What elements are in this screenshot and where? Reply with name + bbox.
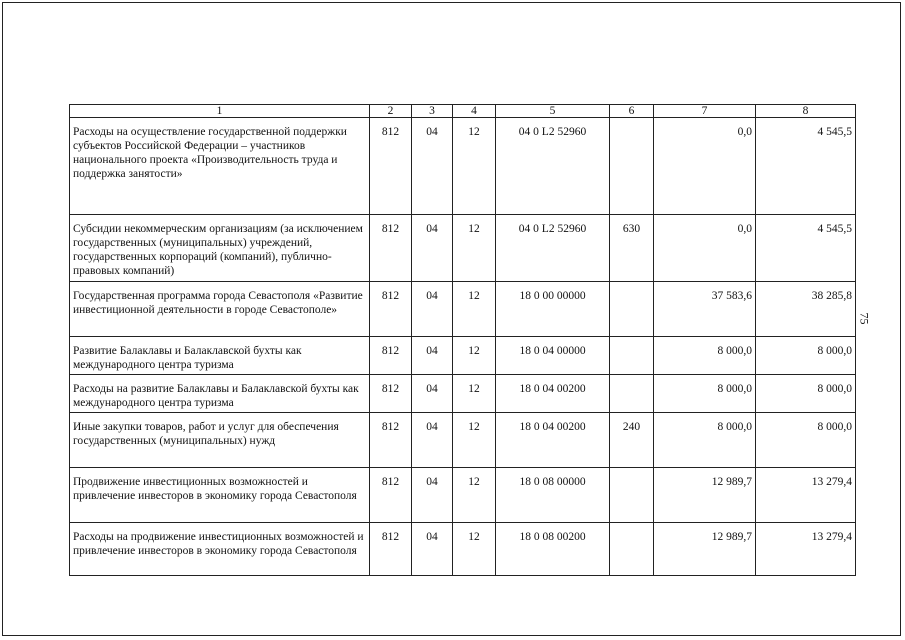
row-csr: 18 0 08 00200 [496,523,610,576]
row-rz: 04 [412,118,453,215]
row-vr: 240 [610,413,654,468]
row-name: Субсидии некоммерческим организациям (за исключением государственных (муниципальных) учреждений, государственных корпораций (компаний), публично-правовых компаний) [70,215,370,282]
row-vr [610,282,654,337]
row-vr [610,375,654,413]
table-row [70,468,856,523]
header-cell: 3 [412,105,453,118]
row-rz: 04 [412,337,453,375]
header-cell: 4 [453,105,496,118]
row-sum2: 4 545,5 [756,215,856,282]
row-name: Расходы на развитие Балаклавы и Балаклавской бухты как международного центра туризма [70,375,370,413]
table-row [70,413,856,468]
row-grbs: 812 [370,413,412,468]
row-grbs: 812 [370,282,412,337]
row-rz: 04 [412,523,453,576]
row-name: Расходы на продвижение инвестиционных возможностей и привлечение инвесторов в экономику города Севастополя [70,523,370,576]
row-sum1: 0,0 [654,118,756,215]
row-vr [610,523,654,576]
row-pr: 12 [453,215,496,282]
row-sum1: 8 000,0 [654,375,756,413]
row-name: Расходы на осуществление государственной поддержки субъектов Российской Федерации – участников национального проекта «Производительность труда и поддержка занятости» [70,118,370,215]
row-sum2: 13 279,4 [756,523,856,576]
row-pr: 12 [453,413,496,468]
row-pr: 12 [453,282,496,337]
row-grbs: 812 [370,523,412,576]
row-name: Продвижение инвестиционных возможностей и привлечение инвесторов в экономику города Севастополя [70,468,370,523]
table-row [70,523,856,576]
row-grbs: 812 [370,375,412,413]
table-row [70,337,856,375]
row-sum1: 37 583,6 [654,282,756,337]
header-cell: 2 [370,105,412,118]
row-csr: 18 0 04 00200 [496,413,610,468]
row-rz: 04 [412,215,453,282]
header-cell: 6 [610,105,654,118]
row-csr: 04 0 L2 52960 [496,118,610,215]
table-row [70,282,856,337]
row-pr: 12 [453,523,496,576]
row-vr: 630 [610,215,654,282]
row-grbs: 812 [370,215,412,282]
row-grbs: 812 [370,468,412,523]
header-cell: 1 [70,105,370,118]
row-csr: 18 0 08 00000 [496,468,610,523]
row-rz: 04 [412,413,453,468]
row-csr: 18 0 00 00000 [496,282,610,337]
row-sum1: 8 000,0 [654,337,756,375]
row-name: Развитие Балаклавы и Балаклавской бухты как международного центра туризма [70,337,370,375]
header-cell: 7 [654,105,756,118]
row-name: Государственная программа города Севастополя «Развитие инвестиционной деятельности в городе Севастополе» [70,282,370,337]
row-csr: 18 0 04 00000 [496,337,610,375]
row-sum1: 12 989,7 [654,468,756,523]
row-vr [610,118,654,215]
table-row [70,375,856,413]
table-row [70,215,856,282]
row-grbs: 812 [370,118,412,215]
row-pr: 12 [453,375,496,413]
row-sum1: 8 000,0 [654,413,756,468]
row-sum2: 8 000,0 [756,337,856,375]
page-number: 75 [857,312,872,325]
row-rz: 04 [412,468,453,523]
row-sum2: 8 000,0 [756,413,856,468]
row-pr: 12 [453,337,496,375]
row-grbs: 812 [370,337,412,375]
row-sum2: 4 545,5 [756,118,856,215]
row-sum1: 12 989,7 [654,523,756,576]
header-cell: 8 [756,105,856,118]
row-sum1: 0,0 [654,215,756,282]
header-row [70,105,856,118]
row-csr: 04 0 L2 52960 [496,215,610,282]
row-sum2: 13 279,4 [756,468,856,523]
row-pr: 12 [453,118,496,215]
row-csr: 18 0 04 00200 [496,375,610,413]
table-row [70,118,856,215]
row-pr: 12 [453,468,496,523]
row-sum2: 8 000,0 [756,375,856,413]
row-vr [610,337,654,375]
budget-table [69,104,856,576]
row-vr [610,468,654,523]
row-sum2: 38 285,8 [756,282,856,337]
row-rz: 04 [412,375,453,413]
row-rz: 04 [412,282,453,337]
header-cell: 5 [496,105,610,118]
row-name: Иные закупки товаров, работ и услуг для обеспечения государственных (муниципальных) нужд [70,413,370,468]
